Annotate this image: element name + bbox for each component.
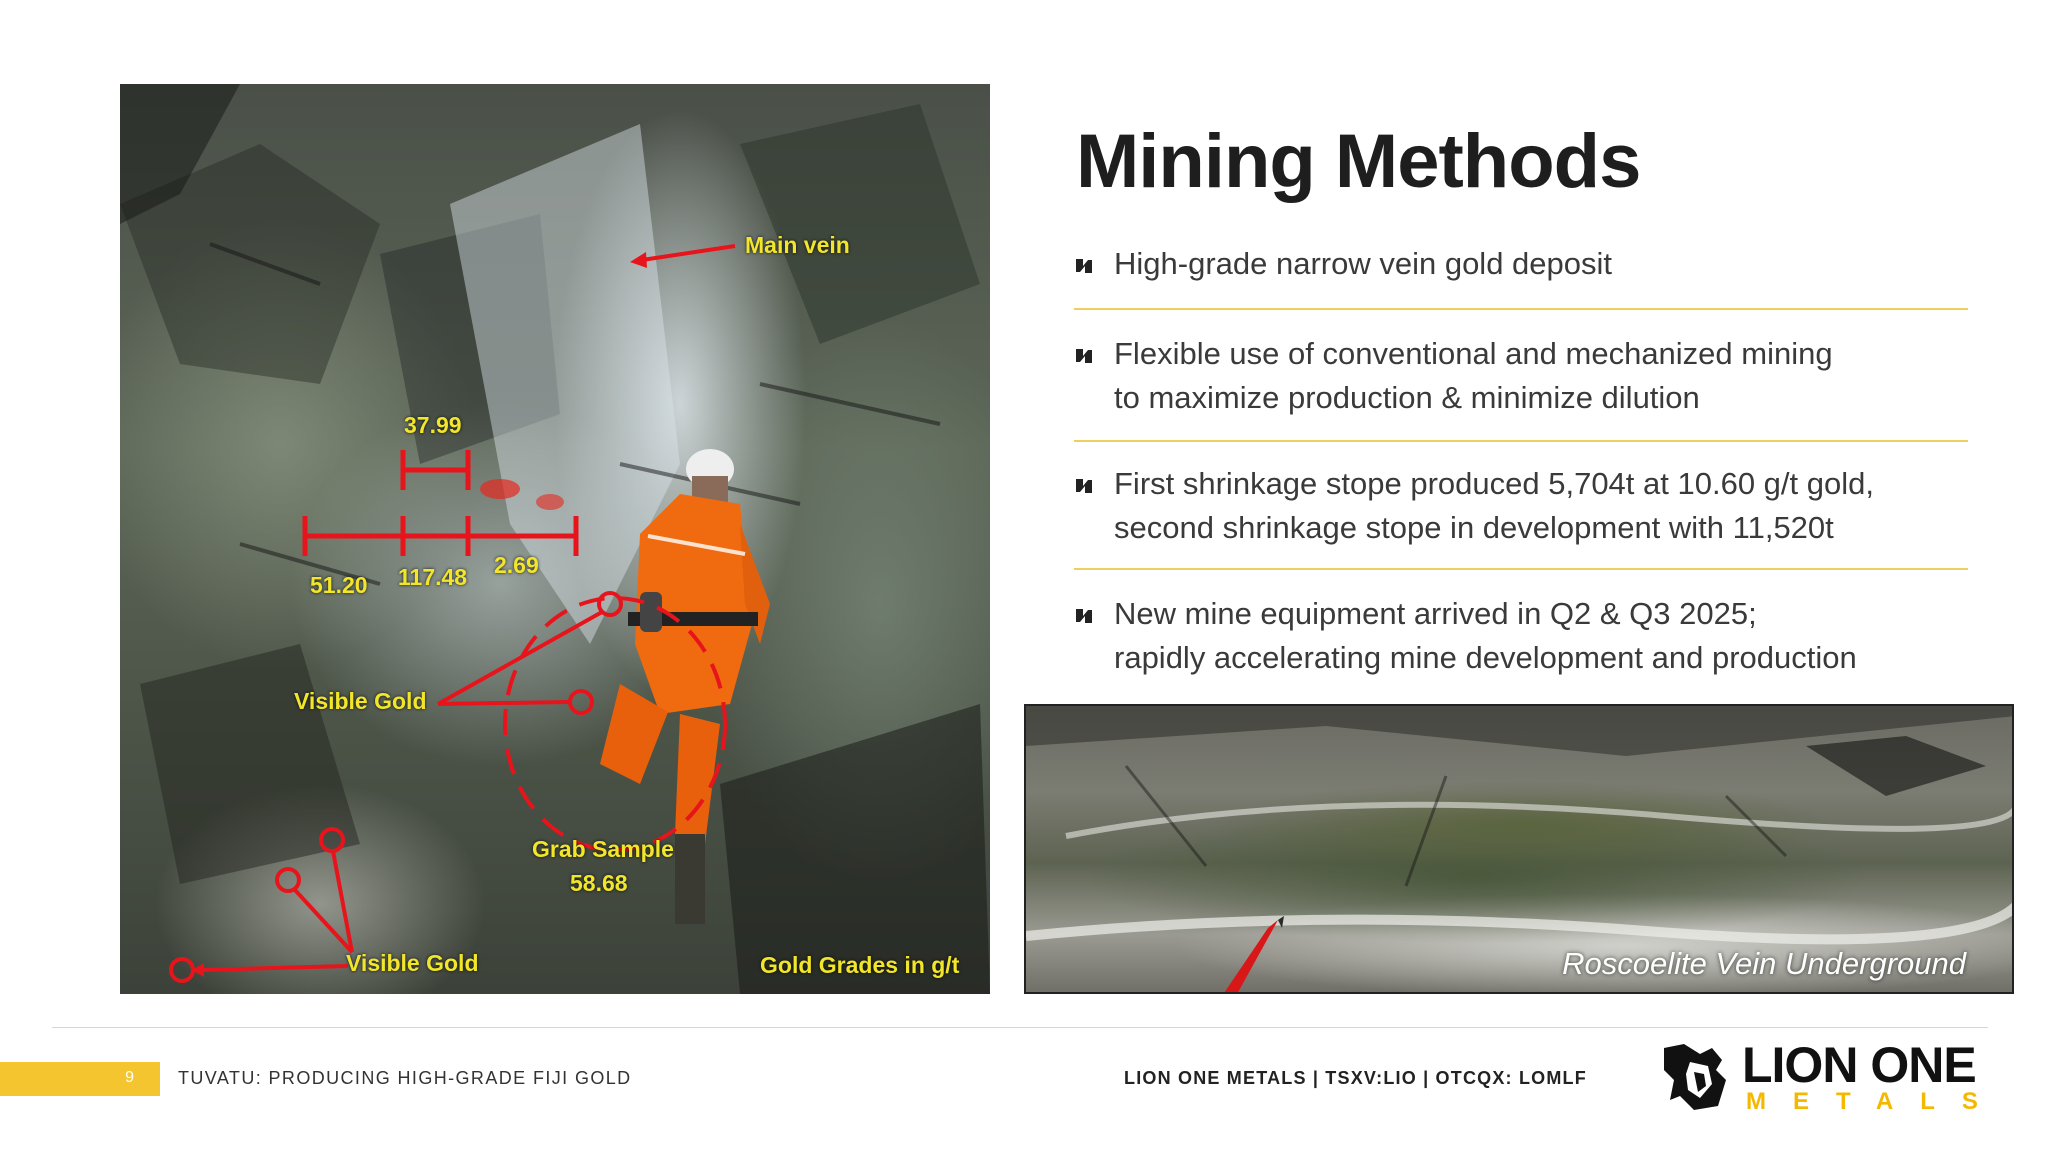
divider	[1074, 440, 1968, 442]
main-vein-label: Main vein	[745, 232, 850, 258]
bullet-item	[1074, 242, 1968, 286]
bullet-line: second shrinkage stope in development with 11,520t	[1114, 510, 1834, 545]
bullet-line: to maximize production & minimize dilution	[1114, 380, 1700, 415]
grab-sample-label: Grab Sample	[532, 836, 674, 862]
footer-tickers: LION ONE METALS | TSXV:LIO | OTCQX: LOMLF	[1124, 1068, 1587, 1088]
visible-gold-label: Visible Gold	[294, 688, 427, 714]
bullet-line: rapidly accelerating mine development and production	[1114, 640, 1857, 675]
bullet-item	[1074, 462, 1968, 550]
bullet-list	[1074, 236, 1968, 680]
bullet-line: Flexible use of conventional and mechanized mining	[1114, 336, 1833, 371]
measure-label-117-48: 117.48	[398, 564, 468, 590]
measure-label-2-69: 2.69	[494, 552, 539, 578]
bullet-line: High-grade narrow vein gold deposit	[1114, 246, 1613, 281]
lion-bullet-icon	[1074, 476, 1094, 496]
gold-grades-note: Gold Grades in g/t	[760, 952, 960, 978]
page-title: Mining Methods	[1076, 119, 1641, 204]
page-number: 9	[125, 1069, 134, 1086]
lion-bullet-icon	[1074, 256, 1094, 276]
measure-label-51-20: 51.20	[310, 572, 368, 598]
bullet-line: New mine equipment arrived in Q2 & Q3 2025;	[1114, 596, 1757, 631]
measure-label-37-99: 37.99	[404, 412, 462, 438]
grab-sample-value: 58.68	[570, 870, 628, 896]
bullet-line: First shrinkage stope produced 5,704t at 10.60 g/t gold,	[1114, 466, 1874, 501]
roscoelite-vein-photo	[1024, 704, 2014, 994]
underground-photo	[120, 84, 990, 994]
visible-gold-label-lower: Visible Gold	[346, 950, 479, 976]
footer-divider	[52, 1027, 1988, 1028]
divider	[1074, 308, 1968, 310]
vein-caption: Roscoelite Vein Underground	[1562, 946, 1966, 981]
lion-bullet-icon	[1074, 606, 1094, 626]
bullet-item	[1074, 592, 1968, 680]
divider	[1074, 568, 1968, 570]
page-number-tab	[0, 1062, 160, 1096]
lion-head-icon	[1660, 1040, 1732, 1112]
lion-one-logo	[1660, 1037, 2005, 1115]
lion-bullet-icon	[1074, 346, 1094, 366]
logo-sub: METALS	[1746, 1088, 2005, 1115]
footer-deck-title: TUVATU: PRODUCING HIGH-GRADE FIJI GOLD	[178, 1068, 632, 1088]
logo-name: LION ONE	[1742, 1037, 1976, 1093]
bullet-item	[1074, 332, 1968, 420]
